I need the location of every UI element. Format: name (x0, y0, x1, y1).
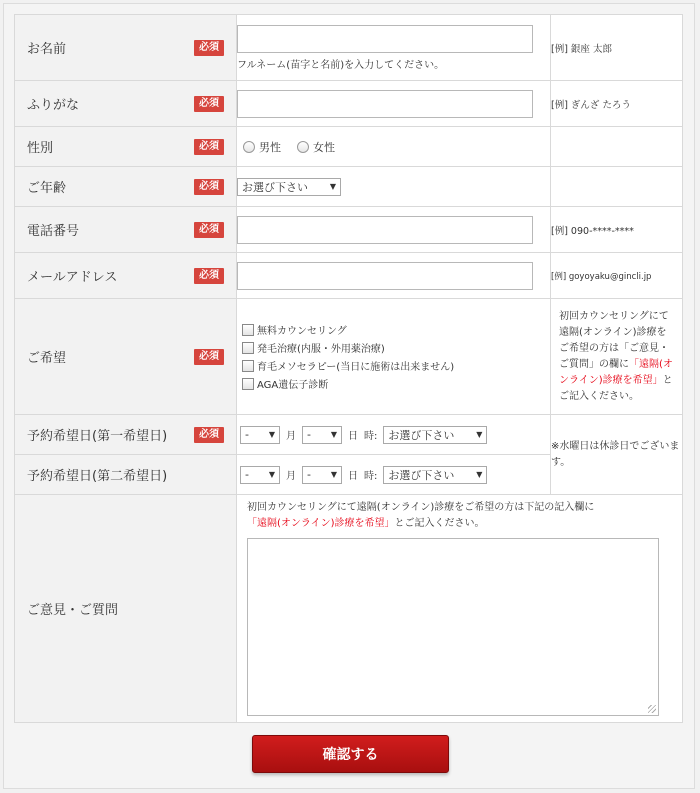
date1-label: 予約希望日(第一希望日) (27, 429, 168, 444)
required-badge: 必須 (194, 349, 224, 365)
comments-label: ご意見・ご質問 (27, 603, 119, 618)
wish-mesotherapy-checkbox[interactable] (242, 360, 254, 372)
date2-month-select[interactable] (240, 466, 280, 484)
row-age (15, 167, 683, 207)
required-badge: 必須 (194, 179, 224, 195)
phone-input[interactable] (237, 216, 533, 244)
wish-option-label: 無料カウンセリング (257, 326, 347, 337)
row-name (15, 15, 683, 81)
furigana-label: ふりがな (27, 98, 80, 113)
select-value: - (245, 468, 249, 481)
chevron-down-icon: ▼ (268, 470, 275, 479)
select-value: お選び下さい (388, 468, 455, 482)
chevron-down-icon: ▼ (476, 430, 483, 439)
gender-male-label: 男性 (259, 140, 281, 154)
row-gender (15, 127, 683, 167)
gender-label: 性別 (27, 141, 54, 156)
wishes-note-tail: とご記入ください。 (559, 374, 673, 402)
email-example: [例] goyoyaku@gincli.jp (551, 253, 683, 299)
closed-day-note: ※水曜日は休診日でございます。 (551, 415, 683, 495)
day-unit: 日 (348, 471, 358, 482)
date2-time-select[interactable] (383, 466, 487, 484)
wish-option-label: 育毛メソセラピー(当日に施術は出来ません) (257, 362, 455, 373)
gender-empty-cell (551, 127, 683, 167)
wishes-label: ご希望 (27, 351, 67, 366)
chevron-down-icon: ▼ (330, 470, 337, 479)
row-wishes (15, 299, 683, 415)
wish-option-row (242, 339, 550, 357)
gender-male-radio[interactable] (243, 141, 255, 153)
day-unit: 日 (348, 431, 358, 442)
phone-label-cell (15, 207, 237, 253)
furigana-label-cell (15, 81, 237, 127)
email-label-cell (15, 253, 237, 299)
wishes-note (551, 299, 683, 415)
wishes-note-text: 初回カウンセリングにて遠隔(オンライン)診療をご希望の方は「ご意見・ご質問」の欄に (559, 310, 669, 370)
month-unit: 月 (286, 471, 296, 482)
required-badge: 必須 (194, 40, 224, 56)
name-input[interactable] (237, 25, 533, 53)
gender-input-cell (237, 127, 551, 167)
gender-radio-group (237, 139, 550, 155)
confirm-button[interactable]: 確認する (252, 735, 449, 773)
date1-label-cell (15, 415, 237, 455)
comments-note-tail: とご記入ください。 (394, 518, 485, 529)
age-empty-cell (551, 167, 683, 207)
name-label-cell (15, 15, 237, 81)
wish-hair-growth-checkbox[interactable] (242, 342, 254, 354)
age-select[interactable] (237, 178, 341, 196)
phone-label: 電話番号 (27, 224, 80, 239)
date1-day-select[interactable] (302, 426, 342, 444)
age-select-value: お選び下さい (242, 180, 308, 194)
wish-option-label: AGA遺伝子診断 (257, 380, 329, 391)
month-unit: 月 (286, 431, 296, 442)
furigana-input-cell (237, 81, 551, 127)
wishes-note-highlight: 「遠隔(オンライン)診療を希望」 (559, 358, 673, 386)
wish-aga-test-checkbox[interactable] (242, 378, 254, 390)
select-value: - (307, 468, 311, 481)
chevron-down-icon: ▼ (476, 470, 483, 479)
row-comments (15, 495, 683, 723)
chevron-down-icon: ▼ (329, 182, 336, 191)
furigana-input[interactable] (237, 90, 533, 118)
required-badge: 必須 (194, 427, 224, 443)
time-label: 時: (364, 471, 378, 482)
comments-input-cell (237, 495, 683, 723)
date1-input-cell (237, 415, 551, 455)
wish-option-row (242, 357, 550, 375)
comments-note-text: 初回カウンセリングにて遠隔(オンライン)診療をご希望の方は下記の記入欄に (247, 502, 595, 513)
required-badge: 必須 (194, 222, 224, 238)
select-value: お選び下さい (388, 428, 455, 442)
required-badge: 必須 (194, 96, 224, 112)
time-label: 時: (364, 431, 378, 442)
wish-free-counseling-checkbox[interactable] (242, 324, 254, 336)
name-label: お名前 (27, 42, 67, 57)
select-value: - (245, 428, 249, 441)
email-input-cell (237, 253, 551, 299)
row-phone (15, 207, 683, 253)
date1-selects (240, 426, 550, 444)
wish-option-row (242, 375, 550, 393)
date1-month-select[interactable] (240, 426, 280, 444)
row-email (15, 253, 683, 299)
email-input[interactable] (237, 262, 533, 290)
date2-input-cell (237, 455, 551, 495)
chevron-down-icon: ▼ (268, 430, 275, 439)
date1-time-select[interactable] (383, 426, 487, 444)
age-input-cell (237, 167, 551, 207)
row-furigana (15, 81, 683, 127)
date2-label: 予約希望日(第二希望日) (27, 469, 168, 484)
comments-label-cell (15, 495, 237, 723)
row-date1 (15, 415, 683, 455)
date2-label-cell (15, 455, 237, 495)
age-label-cell (15, 167, 237, 207)
phone-input-cell (237, 207, 551, 253)
comments-textarea[interactable] (247, 538, 659, 716)
date2-selects (240, 466, 550, 484)
wishes-input-cell (237, 299, 551, 415)
comments-note (247, 500, 672, 532)
gender-female-radio[interactable] (297, 141, 309, 153)
wish-option-row (242, 321, 550, 339)
date2-day-select[interactable] (302, 466, 342, 484)
name-hint: フルネーム(苗字と名前)を入力してください。 (237, 59, 445, 71)
resize-grip-icon[interactable] (648, 705, 656, 713)
gender-label-cell (15, 127, 237, 167)
gender-female-label: 女性 (313, 140, 335, 154)
chevron-down-icon: ▼ (330, 430, 337, 439)
reservation-form-table (14, 14, 683, 723)
wishes-label-cell (15, 299, 237, 415)
furigana-example: [例] ぎんざ たろう (551, 81, 683, 127)
wish-option-label: 発毛治療(内服・外用薬治療) (257, 344, 385, 355)
required-badge: 必須 (194, 139, 224, 155)
age-label: ご年齢 (27, 181, 67, 196)
phone-example: [例] 090-****-**** (551, 207, 683, 253)
required-badge: 必須 (194, 268, 224, 284)
name-input-cell (237, 15, 551, 81)
email-label: メールアドレス (27, 270, 118, 285)
select-value: - (307, 428, 311, 441)
name-example: [例] 銀座 太郎 (551, 15, 683, 81)
comments-note-highlight: 「遠隔(オンライン)診療を希望」 (247, 518, 395, 529)
